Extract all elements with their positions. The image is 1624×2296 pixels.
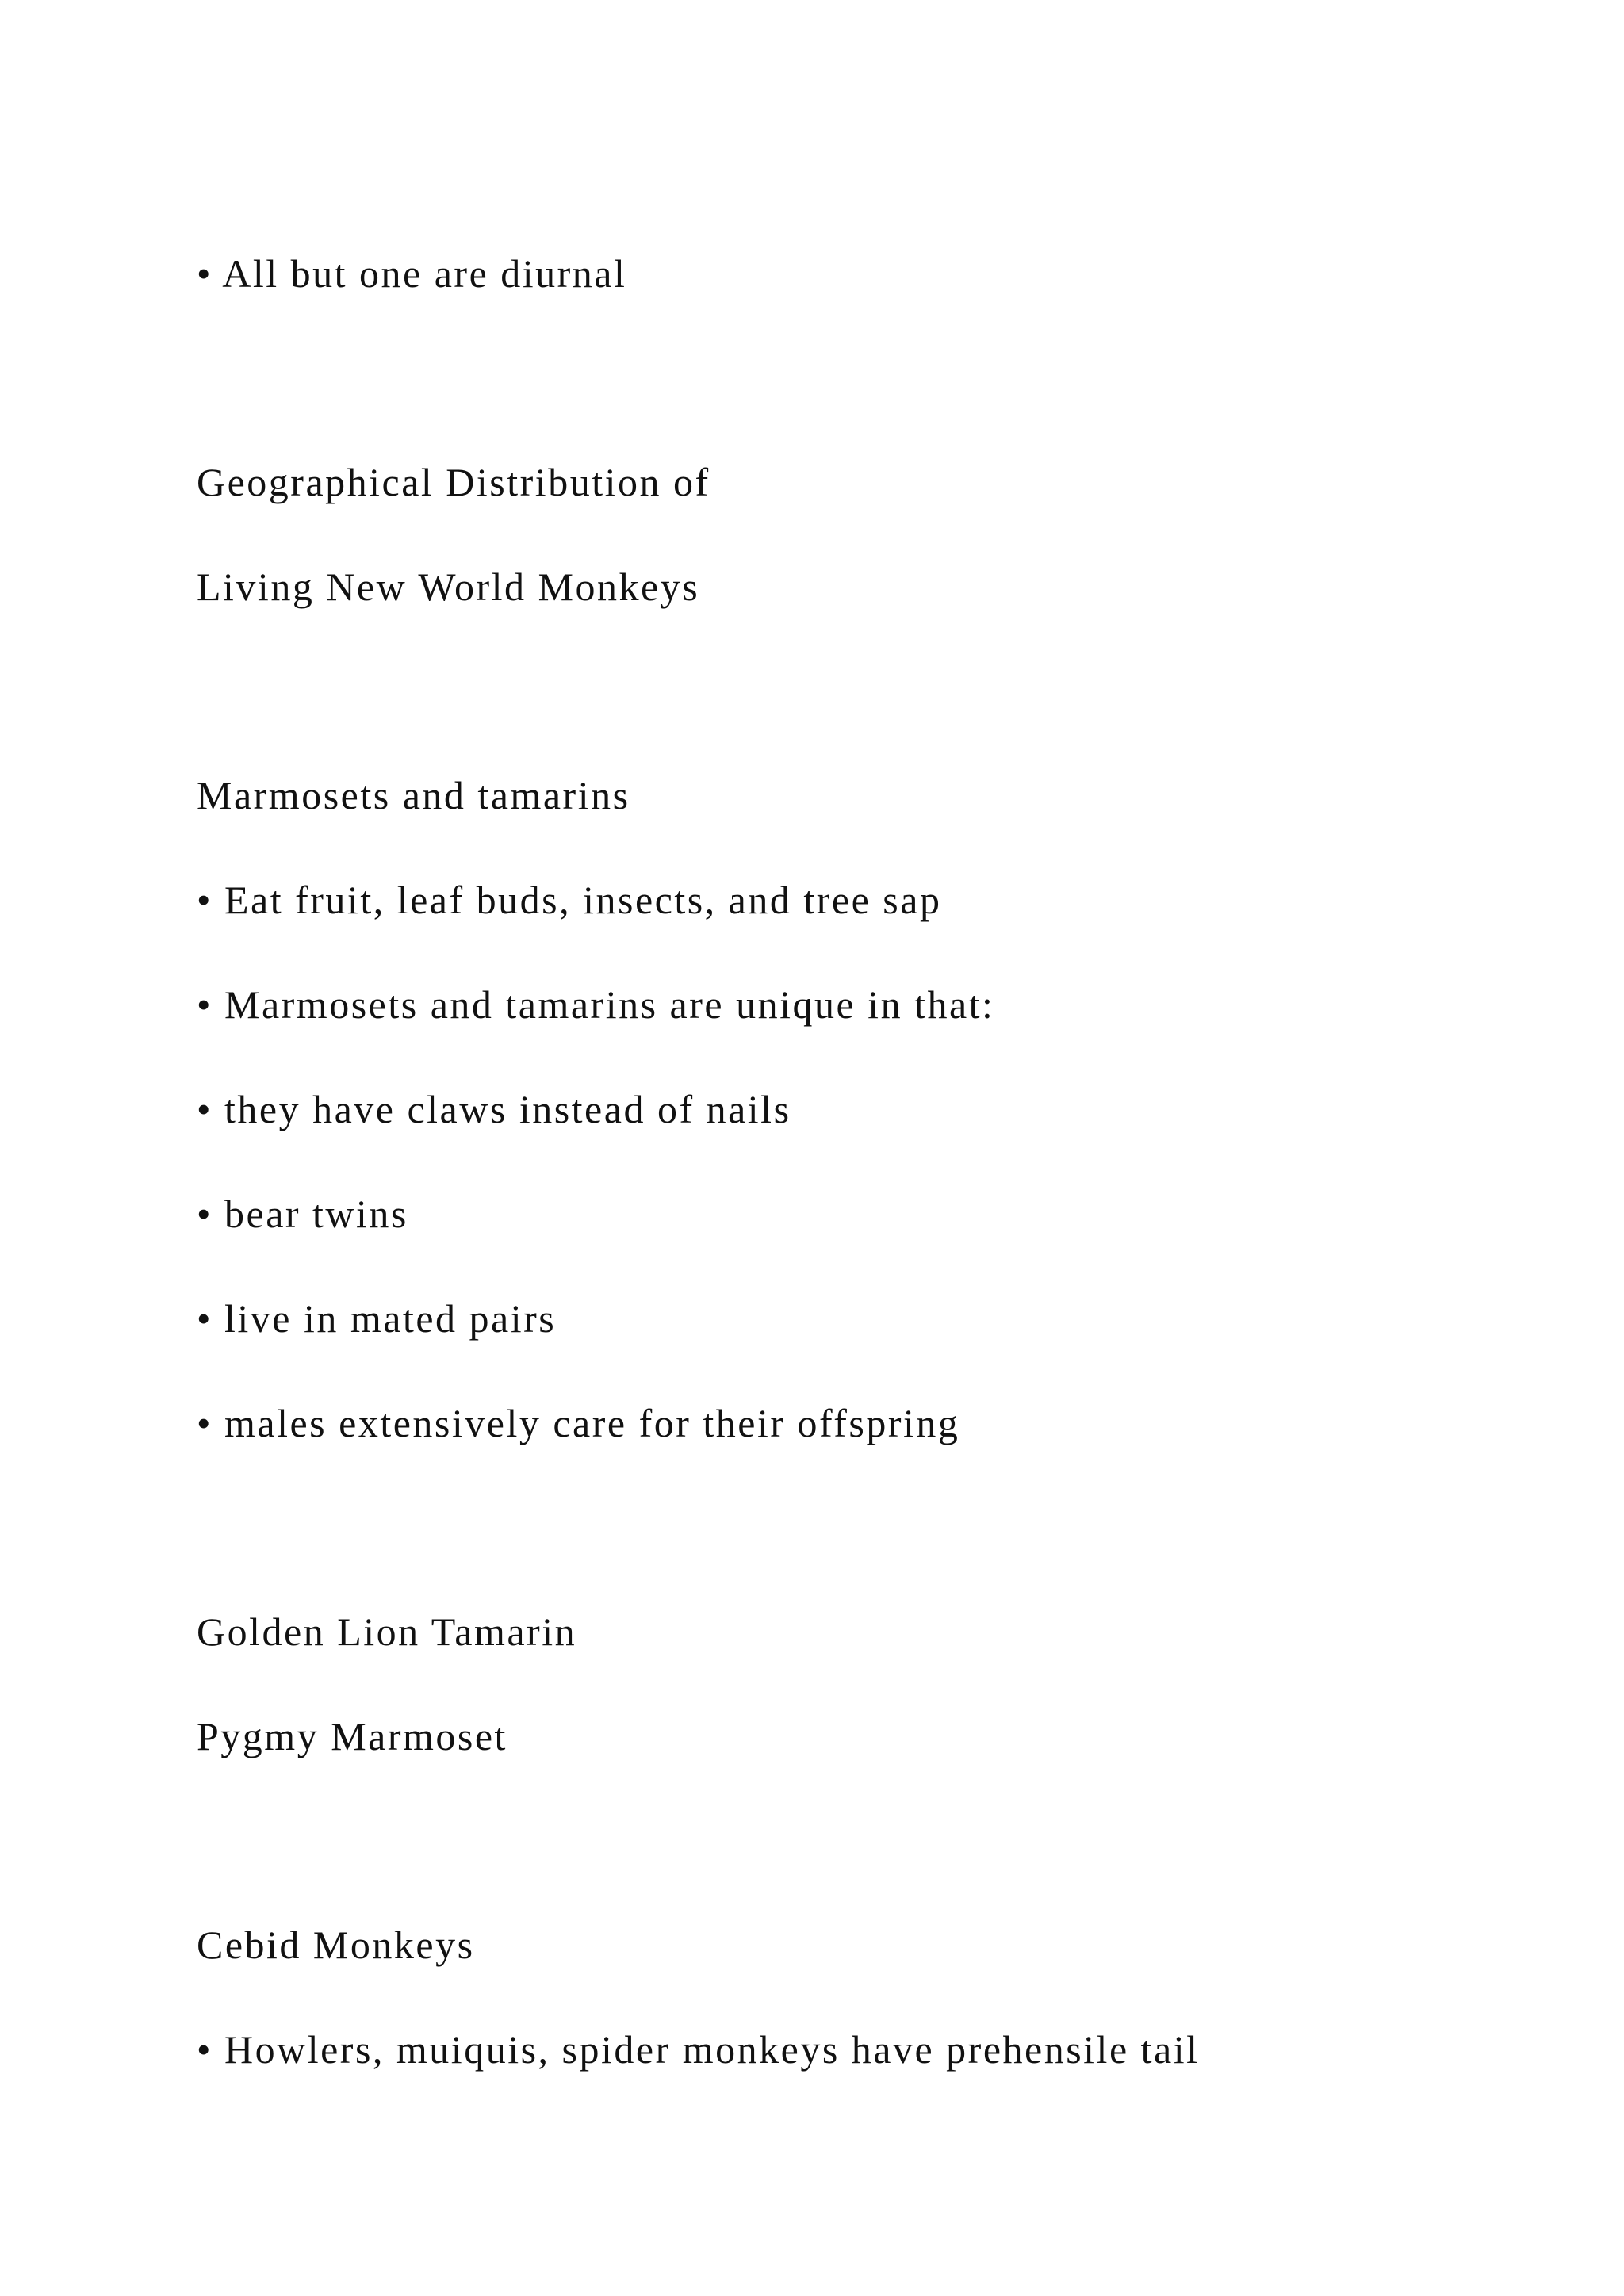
heading-geographical-distribution: Geographical Distribution of: [197, 460, 710, 504]
heading-marmosets-tamarins: Marmosets and tamarins: [197, 773, 630, 817]
bullet-twins: • bear twins: [197, 1192, 408, 1236]
heading-cebid-monkeys: Cebid Monkeys: [197, 1923, 475, 1967]
bullet-males-care: • males extensively care for their offspring: [197, 1401, 960, 1445]
label-pygmy-marmoset: Pygmy Marmoset: [197, 1714, 508, 1758]
bullet-diurnal: • All but one are diurnal: [197, 251, 627, 296]
bullet-claws: • they have claws instead of nails: [197, 1087, 791, 1131]
bullet-mated-pairs: • live in mated pairs: [197, 1296, 557, 1341]
label-golden-lion-tamarin: Golden Lion Tamarin: [197, 1609, 577, 1654]
bullet-diet: • Eat fruit, leaf buds, insects, and tree sap: [197, 878, 942, 922]
heading-living-new-world-monkeys: Living New World Monkeys: [197, 564, 700, 609]
bullet-unique: • Marmosets and tamarins are unique in that:: [197, 982, 995, 1027]
bullet-prehensile-tail: • Howlers, muiquis, spider monkeys have prehensile tail: [197, 2027, 1200, 2072]
